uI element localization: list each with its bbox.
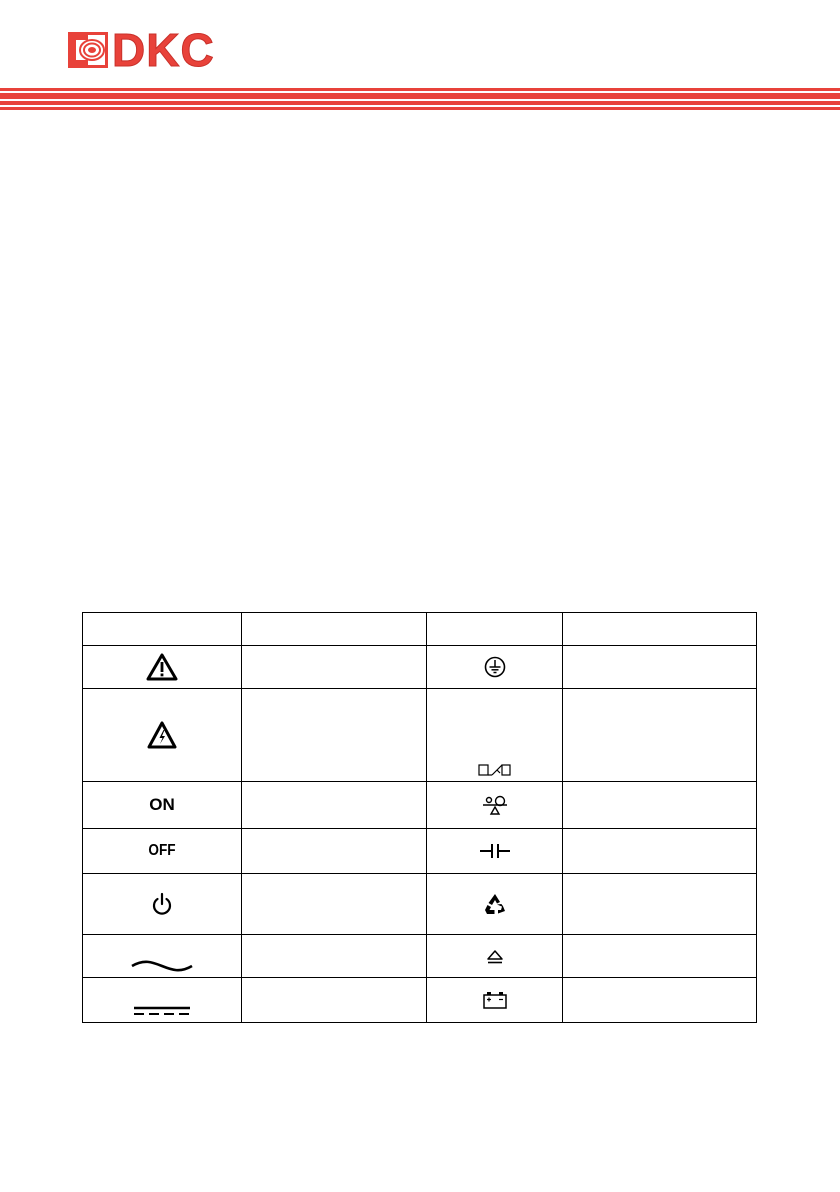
description-cell <box>563 935 757 978</box>
header-cell <box>83 613 242 646</box>
symbol-cell <box>427 646 563 689</box>
ac-wave-icon <box>130 960 194 972</box>
description-cell <box>563 689 757 782</box>
table-row <box>83 829 757 874</box>
eject-icon <box>486 949 504 965</box>
description-cell <box>242 646 427 689</box>
description-cell <box>563 874 757 935</box>
table-row <box>83 646 757 689</box>
brand-name: DKC <box>112 24 215 76</box>
stripe <box>0 101 840 105</box>
symbol-cell <box>427 874 563 935</box>
symbol-cell <box>83 689 242 782</box>
switch-icon <box>478 761 512 777</box>
page-header <box>0 0 840 120</box>
symbol-cell <box>83 935 242 978</box>
header-cell <box>242 613 427 646</box>
symbol-cell <box>83 646 242 689</box>
table-header-row <box>83 613 757 646</box>
description-cell <box>563 646 757 689</box>
description-cell <box>563 829 757 874</box>
off-label: OFF <box>148 842 176 860</box>
header-stripes <box>0 88 840 112</box>
symbol-cell <box>83 782 242 829</box>
stripe <box>0 93 840 99</box>
description-cell <box>242 978 427 1023</box>
symbol-cell <box>427 829 563 874</box>
description-cell <box>563 978 757 1023</box>
description-cell <box>242 782 427 829</box>
electric-hazard-icon <box>147 721 177 749</box>
dkc-logo <box>68 24 215 76</box>
dkc-logo-mark-icon <box>68 32 108 68</box>
symbol-cell <box>427 978 563 1023</box>
alarm-silence-icon <box>480 794 510 816</box>
table-row <box>83 874 757 935</box>
table-row <box>83 689 757 782</box>
header-cell <box>563 613 757 646</box>
description-cell <box>242 829 427 874</box>
description-cell <box>242 689 427 782</box>
warning-triangle-icon <box>146 653 178 681</box>
symbol-cell <box>427 782 563 829</box>
description-cell <box>242 874 427 935</box>
power-icon <box>151 892 173 916</box>
table-row <box>83 782 757 829</box>
description-cell <box>242 935 427 978</box>
dc-icon <box>132 1006 192 1016</box>
symbol-cell <box>427 935 563 978</box>
protective-earth-icon <box>484 656 506 678</box>
description-cell <box>563 782 757 829</box>
battery-icon <box>482 990 508 1010</box>
symbol-cell <box>427 689 563 782</box>
stripe <box>0 107 840 110</box>
capacitor-icon <box>478 842 512 860</box>
symbol-cell <box>83 978 242 1023</box>
symbols-table <box>82 612 757 1023</box>
symbol-cell <box>83 874 242 935</box>
table-row <box>83 978 757 1023</box>
on-label: ON <box>149 795 175 814</box>
recycle-icon <box>483 892 507 916</box>
stripe <box>0 88 840 91</box>
symbol-cell <box>83 829 242 874</box>
header-cell <box>427 613 563 646</box>
table-row <box>83 935 757 978</box>
